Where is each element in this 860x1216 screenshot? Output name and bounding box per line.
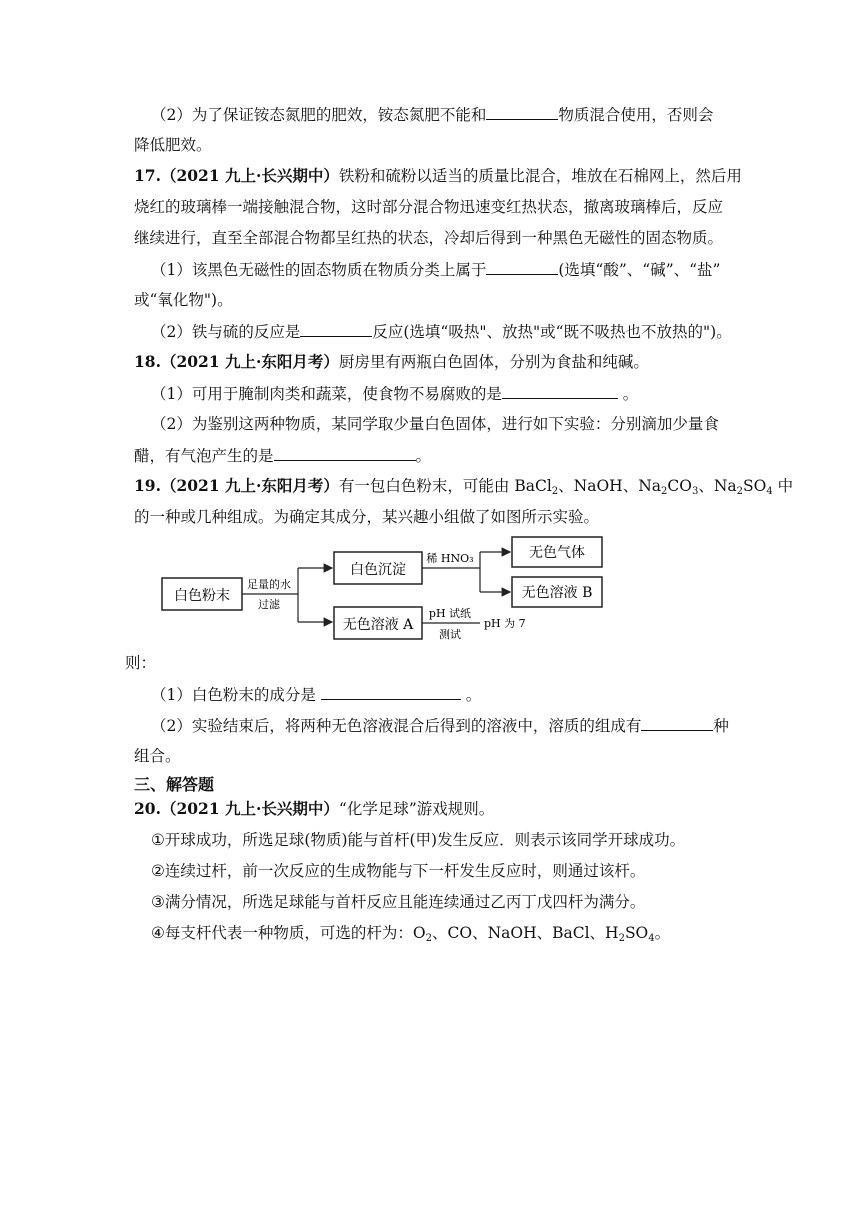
label-solution-a: 无色溶液 A [342,617,414,633]
q20-rule-2: ②连续过杆，前一次反应的生成物能与下一杆发生反应时，则通过该杆。 [151,862,646,880]
q19-part1-line1: （1）白色粉末的成分是 。 [151,683,481,706]
q17-part2-line1: （2）铁与硫的反应是 反应(选填“吸热"、放热"或“既不吸热也不放热的")。 [151,320,732,343]
q17-line1: 17.（2021 九上·长兴期中）铁粉和硫粉以适当的质量比混合，堆放在石棉网上，然后用 [134,166,742,185]
q16-part2-line2: 降低肥效。 [134,136,212,154]
label-colorless-gas: 无色气体 [529,545,585,561]
q19-line1: 19.（2021 九上·东阳月考）有一包白色粉末，可能由 BaCl$_2$、NaOH、$Na_2CO_3$、$Na_2SO_4$ 中 [134,476,794,497]
q17-line3: 继续进行，直至全部混合物都呈红热的状态，冷却后得到一种黑色无磁性的固态物质。 [134,229,724,247]
answer-blank[interactable] [502,382,618,399]
answer-blank[interactable] [321,683,461,700]
q18-part2-line1: （2）为鉴别这两种物质，某同学取少量白色固体，进行如下实验：分别滴加少量食 [151,415,719,433]
answer-blank[interactable] [274,444,416,461]
label-filter: 过滤 [258,598,280,611]
q18-part2-line2: 醋，有气泡产生的是 。 [134,444,431,467]
label-ph-result: pH 为 7 [484,617,526,630]
q17-part1-line2: 或“氧化物")。 [134,291,233,309]
section-heading: 三、解答题 [134,775,215,794]
q20-rule-3: ③满分情况，所选足球能与首杆反应且能连续通过乙丙丁戊四杆为满分。 [151,893,646,911]
answer-blank[interactable] [641,714,713,731]
label-excess-water: 足量的水 [247,578,291,591]
q17-line2: 烧红的玻璃棒一端接触混合物，这时部分混合物迅速变红热状态，撤离玻璃棒后，反应 [134,198,724,216]
q20-line1: 20.（2021 九上·长兴期中）“化学足球”游戏规则。 [134,799,495,818]
q19-line2: 的一种或几种组成。为确定其成分，某兴趣小组做了如图所示实验。 [134,508,600,526]
q19-then: 则： [125,654,157,672]
answer-blank[interactable] [486,258,558,275]
q16-part2-line1: （2）为了保证铵态氮肥的肥效，铵态氮肥不能和 物质混合使用，否则会 [151,103,713,126]
label-ph-paper: pH 试纸 [428,607,472,620]
label-solution-b: 无色溶液 B [521,585,593,601]
q20-rule-1: ①开球成功，所选足球(物质)能与首杆(甲)发生反应．则表示该同学开球成功。 [151,831,686,849]
label-dilute-nitric-acid: 稀 HNO₃ [426,552,474,565]
q19-part2-line2: 组合。 [134,747,181,765]
q19-part2-line1: （2）实验结束后，将两种无色溶液混合后得到的溶液中，溶质的组成有 种 [151,714,729,737]
answer-blank[interactable] [486,103,558,120]
q18-part1-line1: （1）可用于腌制肉类和蔬菜，使食物不易腐败的是 。 [151,382,638,405]
experiment-flow-diagram [158,534,608,644]
q17-part1-line1: （1）该黑色无磁性的固态物质在物质分类上属于 (选填“酸”、“碱”、“盐” [151,258,720,281]
label-white-powder: 白色粉末 [174,588,230,604]
label-test: 测试 [439,628,461,641]
q18-line1: 18.（2021 九上·东阳月考）厨房里有两瓶白色固体，分别为食盐和纯碱。 [134,352,649,371]
label-white-precipitate: 白色沉淀 [350,562,406,578]
answer-blank[interactable] [300,320,372,337]
q20-rule-4: ④每支杆代表一种物质，可选的杆为：$O_2$、CO、NaOH、BaCl、$H_2SO_4$。 [151,924,671,944]
